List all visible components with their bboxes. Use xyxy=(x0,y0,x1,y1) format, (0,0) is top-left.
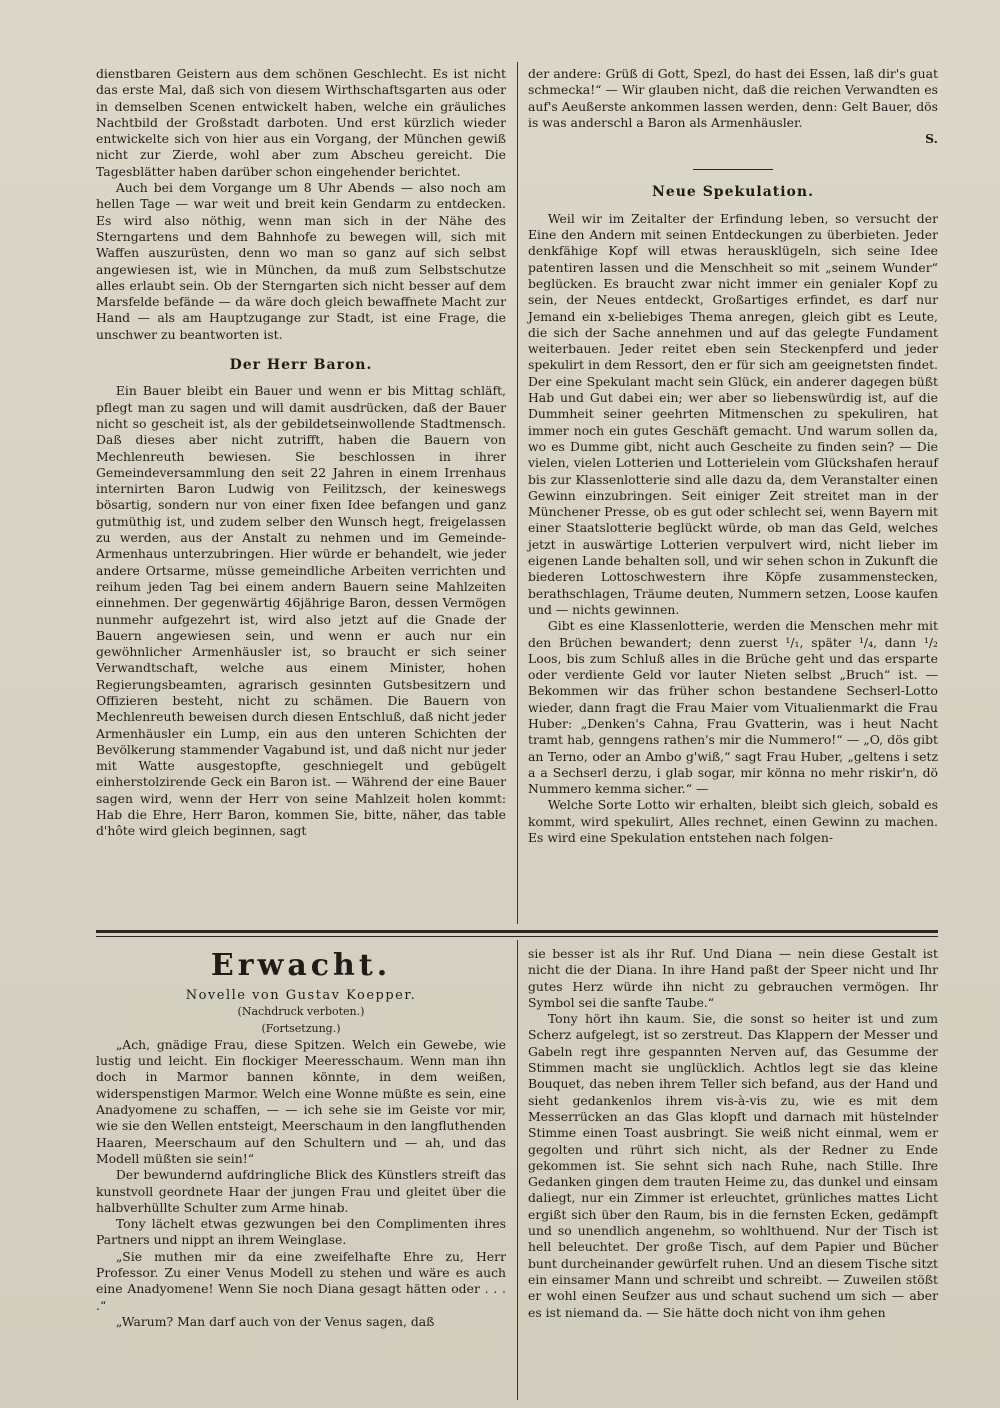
paragraph: der andere: Grüß di Gott, Spezl, do hast dei Essen, laß dir's guat schmecka!“ — Wir glauben nicht, daß die reichen Verwandten es auf's Aeußerste ankommen lassen werden, denn: Gelt Bauer, dös is was anderschl a Baron als Armenhäusler. xyxy=(528,66,938,130)
paragraph: „Ach, gnädige Frau, diese Spitzen. Welch ein Gewebe, wie lustig und leicht. Ein flockiger Meeresschaum. Wenn man ihn doch in Marmor bannen könnte, in dem weißen, widerspenstigen Marmor. Welch eine Wonne müßte es sein, eine Anadyomene zu schaffen, — — ich sehe sie im Geiste vor mir, wie sie den Wellen entsteigt, Meerschaum in den langfluthenden Haaren, Meerschaum auf den Schultern und — ah, und das Modell müßten sie sein!“ xyxy=(96,1036,506,1166)
article-signature: S. xyxy=(925,131,938,147)
paragraph: sie besser ist als ihr Ruf. Und Diana — nein diese Gestalt ist nicht die der Diana. In ihre Hand paßt der Speer nicht und Ihr gutes Herz würde ihn nicht zu gebrauchen vermögen. Ihr Symbol sei die sanfte Taube.“ xyxy=(528,946,938,1010)
column-divider-top xyxy=(517,62,518,924)
paragraph: Ein Bauer bleibt ein Bauer und wenn er bis Mittag schläft, pflegt man zu sagen und will damit ausdrücken, daß der Bauer nicht so gescheit ist, als der gebildetseinwollende Stadtmensch. Daß dieses aber nicht zutrifft, haben die Bauern von Mechlenreuth bewiesen. Sie beschlossen in ihrer Gemeindeversammlung den seit 22 Jahren in einem Irrenhaus internirten Baron Ludwig von Feilitzsch, der keineswegs bösartig, sondern nur von einer fixen Idee befangen und ganz gutmüthig ist, und zudem selber den Wunsch hegt, freigelassen zu werden, aus der Anstalt zu nehmen und im Gemeinde-Armenhaus unterzubringen. Hier würde er behandelt, wie jeder andere Ortsarme, müsse gemeindliche Arbeiten verrichten und reihum jeden Tag bei einem andern Bauern seine Mahlzeiten einnehmen. Der gegenwärtig 46jährige Baron, dessen Vermögen nunmehr aufgezehrt ist, wird also jetzt auf die Gnade der Bauern angewiesen sein, und wenn er auch nur ein gewöhnlicher Armenhäusler ist, so braucht er sich seiner Verwandtschaft, welche aus einem Minister, hohen Regierungsbeamten, agrarisch gesinnten Gutsbesitzern und Offizieren besteht, nicht zu schämen. Die Bauern von Mechlenreuth beweisen durch diesen Entschluß, daß nicht jeder Armenhäusler ein Lump, ein aus den unteren Schichten der Bevölkerung stammender Vagabund ist, und daß nicht nur jeder mit Watte ausgestopfte, geschniegelt und gebügelt einherstolzirende Geck ein Baron ist. — Während der eine Bauer sagen wird, wenn der Herr von seine Mahlzeit holen kommt: Hab die Ehre, Herr Baron, kommen Sie, bitte, näher, das table d'hôte wird gleich beginnen, sagt xyxy=(96,383,506,839)
paragraph: Der bewundernd aufdringliche Blick des Künstlers streift das kunstvoll geordnete Haar der jungen Frau und gleitet über die halbverhüllte Schulter zum Arme hinab. xyxy=(96,1167,506,1215)
section-divider xyxy=(96,930,938,933)
paragraph: Auch bei dem Vorgange um 8 Uhr Abends — also noch am hellen Tage — war weit und breit kein Gendarm zu entdecken. Es wird also nöthig, wenn man sich in der Nähe des Sterngartens und dem Bahnhofe zu bewegen will, sich mit Waffen auszurüsten, denn wo man so ganz auf sich selbst angewiesen ist, wie in München, da muß zum Selbstschutze alles erlaubt sein. Ob der Sterngarten sich nicht besser auf dem Marsfelde befände — da wäre doch gleich bewaffnete Macht zur Hand — als am Hauptzugange zur Stadt, ist eine Frage, die unschwer zu beantworten ist. xyxy=(96,180,506,342)
paragraph: dienstbaren Geistern aus dem schönen Geschlecht. Es ist nicht das erste Mal, daß sich von diesem Wirthschaftsgarten aus oder in demselben Scenen entwickelt haben, welche ein gräuliches Nachtbild der Großstadt darboten. Und erst kürzlich wieder entwickelte sich von hier aus ein Vorgang, der München gewiß nicht zur Zierde, wohl aber zum Abscheu gereicht. Die Tagesblätter haben darüber schon eingehender berichtet. xyxy=(96,66,506,179)
section-divider-thin xyxy=(96,936,938,937)
paragraph: „Warum? Man darf auch von der Venus sagen, daß xyxy=(115,1313,435,1329)
paragraph: „Sie muthen mir da eine zweifelhafte Ehre zu, Herr Professor. Zu einer Venus Modell zu stehen und wäre es auch eine Anadyomene! Wenn Sie noch Diana gesagt hätten oder . . . .“ xyxy=(96,1248,506,1313)
paragraph: Weil wir im Zeitalter der Erfindung leben, so versucht der Eine den Andern mit seinen Entdeckungen zu überbieten. Jeder denkfähige Kopf will etwas herausklügeln, sich seine Idee patentiren lassen und die Menschheit so mit „seinem Wunder“ beglücken. Es braucht zwar nicht immer ein genialer Kopf zu sein, der Neues entdeckt, Großartiges erfindet, es darf nur Jemand ein x-beliebiges Thema anregen, gleich gibt es Leute, die sich der Sache annehmen und auf das gelegte Fundament weiterbauen. Jeder reitet eben sein Steckenpferd und jeder spekulirt in dem Ressort, den er für sich am geeignetsten findet. Der eine Spekulant macht sein Glück, ein anderer dagegen büßt Hab und Gut dabei ein; wer aber so liebenswürdig ist, auf die Dummheit seiner geehrten Mitmenschen zu spekuliren, hat immer noch ein gutes Geschäft gemacht. Und warum sollen da, wo es Dumme gibt, nicht auch Gescheite zu finden sein? — Die vielen, vielen Lotterien und Lotterielein vom Glückshafen herauf bis zur Klassenlotterie sind alle dazu da, dem Veranstalter einen Gewinn einzubringen. Seit einiger Zeit streitet man in der Münchener Presse, ob es gut oder schlecht sei, wenn Bayern mit einer Staatslotterie beglückt würde, ob man das Geld, welches jetzt in auswärtige Lotterien verpulvert wird, nicht lieber im eigenen Lande behalten soll, und wir sehen schon in Zukunft die biederen Lottoschwestern ihre Köpfe zusammenstecken, berathschlagen, Träume deuten, Nummern setzen, Loose kaufen und — nichts gewinnen. xyxy=(528,210,938,617)
column-top-left xyxy=(96,66,506,840)
reprint-note: (Nachdruck verboten.) xyxy=(237,1005,365,1019)
paragraph: Tony hört ihn kaum. Sie, die sonst so heiter ist und zum Scherz aufgelegt, ist so zerstreut. Das Klappern der Messer und Gabeln regt ihre gespannten Nerven auf, das Gesumme der Stimmen macht sie unglücklich. Achtlos legt sie das kleine Bouquet, das neben ihrem Teller sich befand, aus der Hand und sieht gedankenlos ihrem vis-à-vis zu, wie es mit dem Messerrücken an das Glas klopft und darnach mit hüstelnder Stimme einen Toast ausbringt. Sie weiß nicht einmal, wem er gegolten und rührt sich nicht, als der Redner zu Ende gekommen ist. Sie sehnt sich nach Ruhe, nach Stille. Ihre Gedanken gingen dem trauten Heime zu, das dunkel und einsam daliegt, nur ein Zimmer ist erleuchtet, grünliches mattes Licht ergißt sich über den Raum, bis in die fernsten Ecken, gedämpft und so unendlich angenehm, so wohlthuend. Nur der Tisch ist hell beleuchtet. Der große Tisch, auf dem Papier und Bücher bunt durcheinander gewürfelt ruhen. Und an diesem Tische sitzt ein einsamer Mann und schreibt und schreibt. — Zuweilen stößt er wohl einen Seufzer aus und schaut suchend um sich — aber es ist niemand da. — Sie hätte doch nicht von ihm gehen xyxy=(528,1011,938,1320)
column-bottom-right xyxy=(528,946,938,1321)
short-divider xyxy=(693,169,773,170)
column-divider-bottom xyxy=(517,940,518,1400)
column-bottom-left xyxy=(96,946,506,1330)
article-heading-herr-baron: Der Herr Baron. xyxy=(229,357,373,374)
continuation-note: (Fortsetzung.) xyxy=(261,1021,341,1035)
paragraph: Welche Sorte Lotto wir erhalten, bleibt sich gleich, sobald es kommt, wird spekulirt, Alles rechnet, einen Gewinn zu machen. Es wird eine Spekulation entstehen nach folgen- xyxy=(528,797,938,846)
column-top-right xyxy=(528,66,938,846)
paragraph: Tony lächelt etwas gezwungen bei den Complimenten ihres Partners und nippt an ihrem Weinglase. xyxy=(96,1216,506,1248)
article-heading-neue-spekulation: Neue Spekulation. xyxy=(652,184,814,201)
paragraph: Gibt es eine Klassenlotterie, werden die Menschen mehr mit den Brüchen bewandert; denn zuerst ¹/₁, später ¹/₄, dann ¹/₂ Loos, bis zum Schluß alles in die Brüche geht und das ersparte oder verdiente Geld vor lauter Nieten selbst „Bruch“ ist. — Bekommen wir das früher schon bestandene Sechserl-Lotto wieder, dann fragt die Frau Maier vom Vitualienmarkt die Frau Huber: „Denken's Cahna, Frau Gvatterin, was i heut Nacht tramt hab, genngens rathen's mir die Nummero!“ — „O, dös gibt an Terno, oder an Ambo g'wiß,“ sagt Frau Huber, „geltens i setz a a Sechserl derzu, i glab sogar, mir könna no mehr riskir'n, dö Nummero kemma sicher.“ — xyxy=(528,618,938,797)
signature-line xyxy=(528,131,938,147)
novel-title: Erwacht. xyxy=(210,948,392,983)
novel-author: Novelle von Gustav Koepper. xyxy=(185,988,417,1003)
